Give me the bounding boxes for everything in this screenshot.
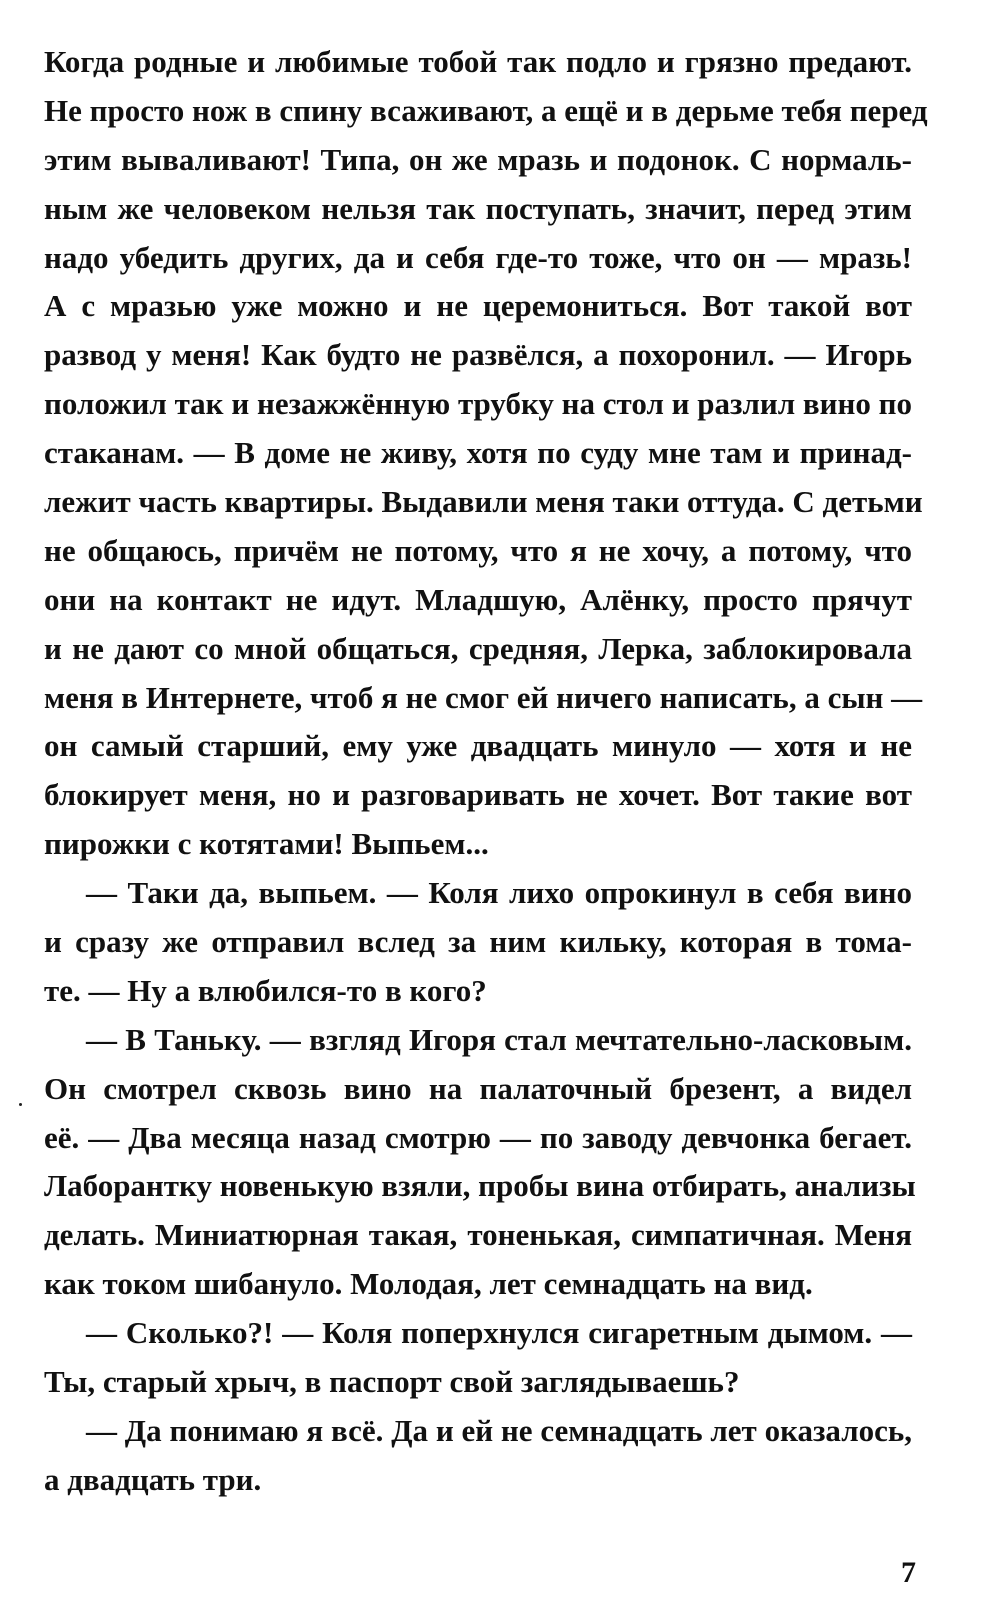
text-line: положил так и незажжённую трубку на стол и разлил вино по <box>44 386 912 422</box>
text-line: её. — Два месяца назад смотрю — по заводу девчонка бегает. <box>44 1119 912 1155</box>
print-speck <box>19 1103 22 1106</box>
body-text <box>44 38 928 1505</box>
text-line: — В Таньку. — взгляд Игоря стал мечтательно-ласковым. <box>86 1021 912 1057</box>
text-line: Ты, старый хрыч, в паспорт свой заглядываешь? <box>44 1364 740 1400</box>
text-line: он самый старший, ему уже двадцать минуло — хотя и не <box>44 728 912 764</box>
text-line: блокирует меня, но и разговаривать не хочет. Вот такие вот <box>44 777 912 813</box>
text-line: пирожки с котятами! Выпьем... <box>44 826 489 862</box>
text-line: как током шибануло. Молодая, лет семнадцать на вид. <box>44 1266 813 1302</box>
text-line: и сразу же отправил вслед за ним кильку, которая в тома- <box>44 924 912 960</box>
page-number: 7 <box>901 1556 916 1589</box>
text-line: надо убедить других, да и себя где-то тоже, что он — мразь! <box>44 239 912 275</box>
text-line: — Таки да, выпьем. — Коля лихо опрокинул в себя вино <box>86 875 912 911</box>
text-line: Когда родные и любимые тобой так подло и грязно предают. <box>44 44 912 79</box>
text-line: стаканам. — В доме не живу, хотя по суду мне там и принад- <box>44 435 912 471</box>
text-line: — Да понимаю я всё. Да и ей не семнадцать лет оказалось, <box>86 1412 912 1448</box>
text-line: не общаюсь, причём не потому, что я не хочу, а потому, что <box>44 532 912 568</box>
text-line: те. — Ну а влюбился-то в кого? <box>44 972 487 1008</box>
text-line: — Сколько?! — Коля поперхнулся сигаретным дымом. — <box>86 1315 912 1351</box>
text-line: ным же человеком нельзя так поступать, значит, перед этим <box>44 190 912 226</box>
text-line: они на контакт не идут. Младшую, Алёнку, просто прячут <box>44 581 912 617</box>
text-line: Лаборантку новенькую взяли, пробы вина отбирать, анализы <box>44 1168 916 1204</box>
text-line: а двадцать три. <box>44 1461 262 1497</box>
text-line: лежит часть квартиры. Выдавили меня таки оттуда. С детьми <box>44 484 923 520</box>
text-line: делать. Миниатюрная такая, тоненькая, симпатичная. Меня <box>44 1217 912 1253</box>
text-line: А с мразью уже можно и не церемониться. Вот такой вот <box>44 288 912 324</box>
text-line: этим вываливают! Типа, он же мразь и подонок. С нормаль- <box>44 141 912 177</box>
text-line: Не просто нож в спину всаживают, а ещё и в дерьме тебя перед <box>44 92 928 128</box>
text-line: и не дают со мной общаться, средняя, Лерка, заблокировала <box>44 630 912 666</box>
text-line: меня в Интернете, чтоб я не смог ей ничего написать, а сын — <box>44 679 923 715</box>
text-line: развод у меня! Как будто не развёлся, а похоронил. — Игорь <box>44 337 912 373</box>
text-line: Он смотрел сквозь вино на палаточный брезент, а видел <box>44 1070 912 1106</box>
